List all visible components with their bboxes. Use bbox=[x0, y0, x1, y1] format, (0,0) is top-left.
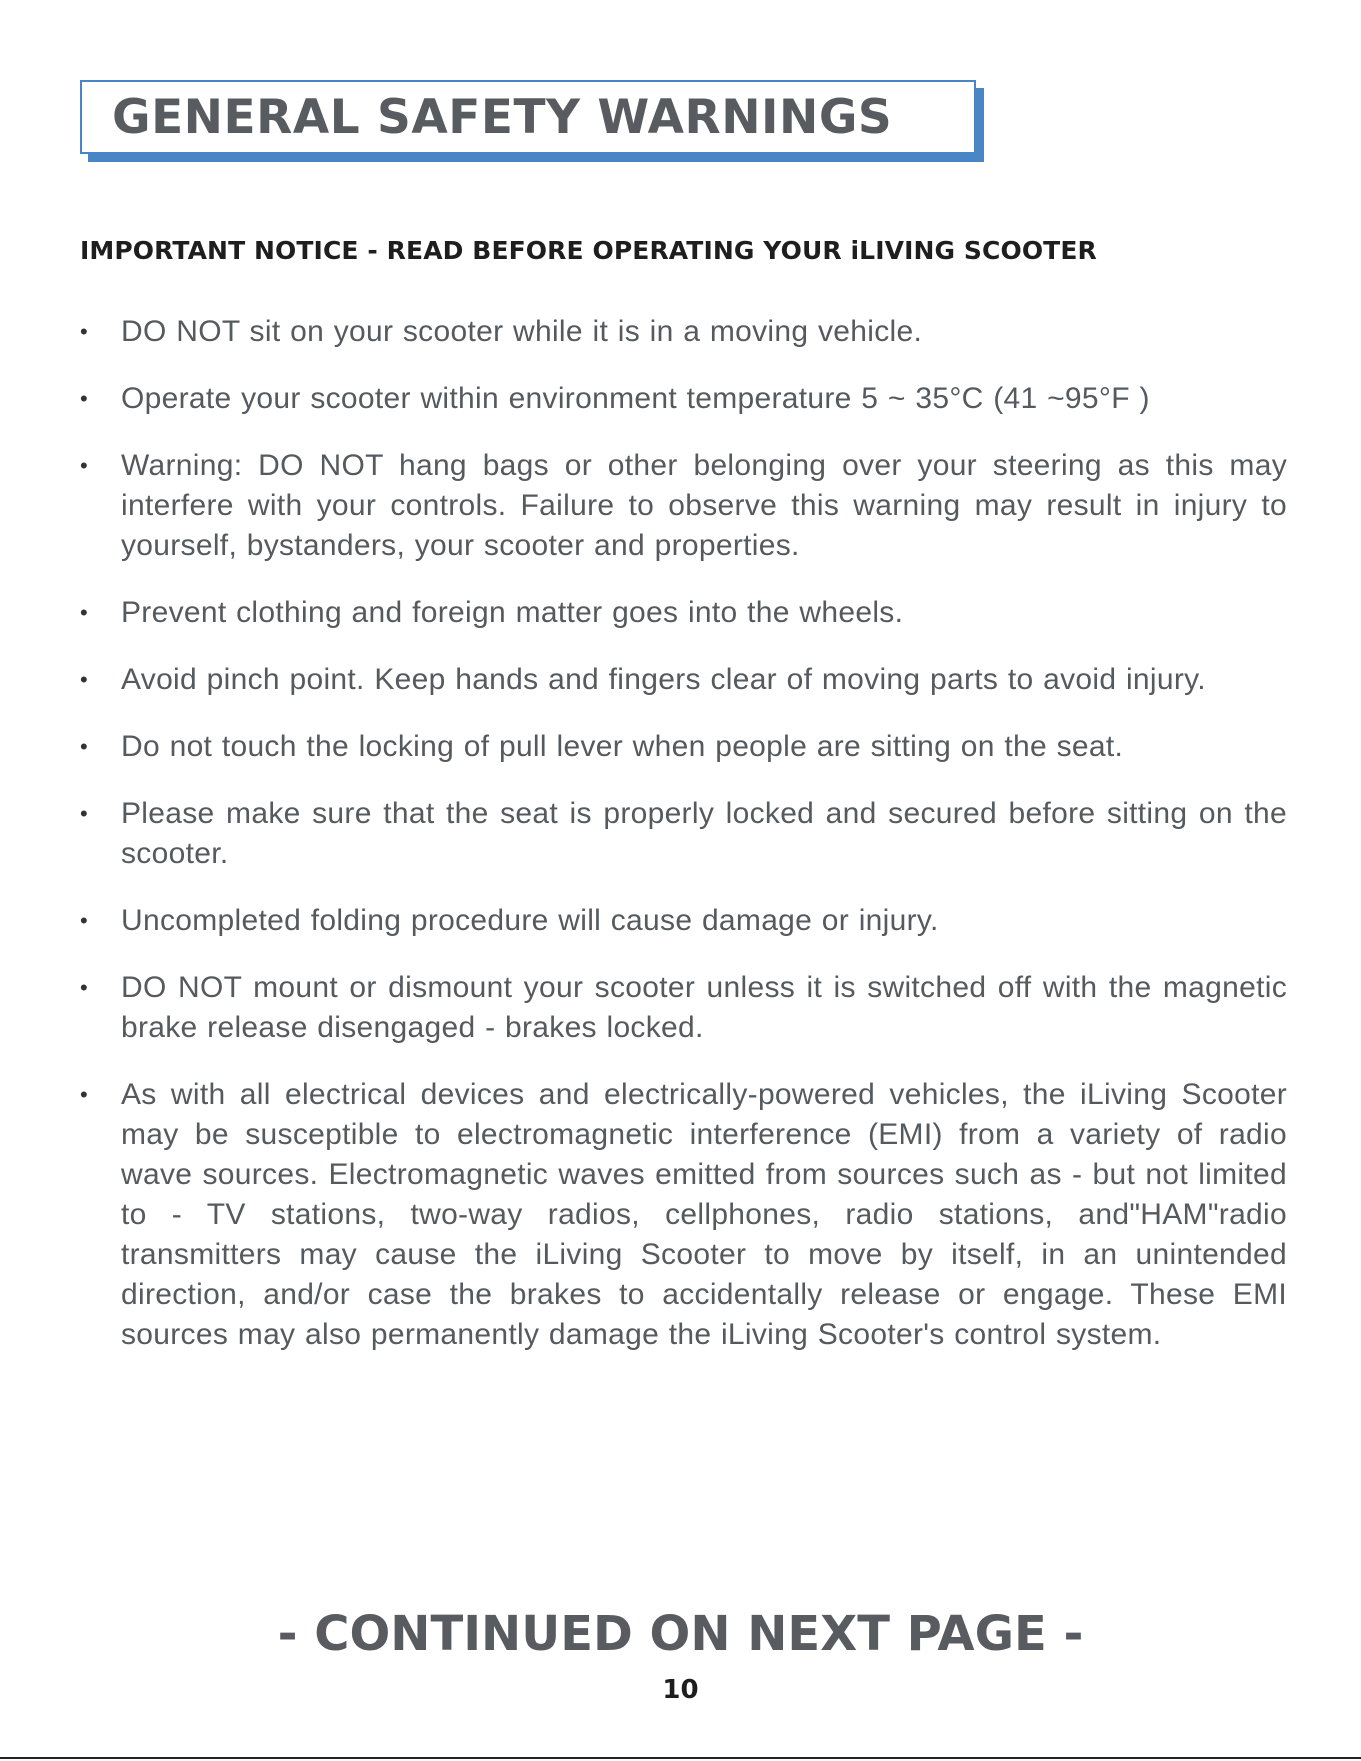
bullet-icon: • bbox=[80, 734, 89, 759]
section-title: GENERAL SAFETY WARNINGS bbox=[112, 90, 893, 145]
warning-text: Please make sure that the seat is properly locked and secured before sitting on the scooter. bbox=[121, 797, 1287, 870]
bullet-icon: • bbox=[80, 975, 89, 1000]
bullet-icon: • bbox=[80, 908, 89, 933]
warning-item bbox=[80, 312, 1287, 352]
bullet-icon: • bbox=[80, 667, 89, 692]
safety-warnings-list bbox=[80, 312, 1287, 1382]
warning-item bbox=[80, 901, 1287, 941]
warning-item bbox=[80, 794, 1287, 874]
continued-notice: - CONTINUED ON NEXT PAGE - bbox=[277, 1606, 1084, 1662]
warning-text: Prevent clothing and foreign matter goes into the wheels. bbox=[121, 596, 904, 629]
bullet-icon: • bbox=[80, 801, 89, 826]
warning-item bbox=[80, 446, 1287, 566]
warning-text: Operate your scooter within environment temperature 5 ~ 35°C (41 ~95°F ) bbox=[121, 382, 1150, 415]
warning-text: Do not touch the locking of pull lever when people are sitting on the seat. bbox=[121, 730, 1124, 763]
warning-text: DO NOT mount or dismount your scooter unless it is switched off with the magnetic brake release disengaged - brakes locked. bbox=[121, 971, 1287, 1044]
section-title-box bbox=[80, 80, 976, 154]
bullet-icon: • bbox=[80, 319, 89, 344]
warning-text: Uncompleted folding procedure will cause damage or injury. bbox=[121, 904, 939, 937]
bottom-divider bbox=[0, 1757, 1361, 1759]
warning-text: Warning: DO NOT hang bags or other belonging over your steering as this may interfere with your controls. Failure to observe this warning may result in injury to yourself, bystanders, your scooter and properties. bbox=[121, 449, 1287, 562]
warning-item bbox=[80, 1075, 1287, 1355]
bullet-icon: • bbox=[80, 453, 89, 478]
bullet-icon: • bbox=[80, 1082, 89, 1107]
warning-item bbox=[80, 660, 1287, 700]
warning-text: DO NOT sit on your scooter while it is in a moving vehicle. bbox=[121, 315, 923, 348]
warning-item bbox=[80, 379, 1287, 419]
warning-item bbox=[80, 968, 1287, 1048]
bullet-icon: • bbox=[80, 600, 89, 625]
warning-text: As with all electrical devices and electrically-powered vehicles, the iLiving Scooter may be susceptible to electromagnetic interference (EMI) from a variety of radio wave sources. Electromagnetic waves emitted from sources such as - but not limited to - TV stations, two-way radios, cellphones, radio stations, and"HAM"radio transmitters may cause the iLiving Scooter to move by itself, in an unintended direction, and/or case the brakes to accidentally release or engage. These EMI sources may also permanently damage the iLiving Scooter's control system. bbox=[121, 1078, 1287, 1351]
bullet-icon: • bbox=[80, 386, 89, 411]
warning-text: Avoid pinch point. Keep hands and fingers clear of moving parts to avoid injury. bbox=[121, 663, 1206, 696]
important-notice: IMPORTANT NOTICE - READ BEFORE OPERATING YOUR iLIVING SCOOTER bbox=[80, 236, 1097, 265]
page-number: 10 bbox=[662, 1675, 699, 1705]
warning-item bbox=[80, 593, 1287, 633]
warning-item bbox=[80, 727, 1287, 767]
